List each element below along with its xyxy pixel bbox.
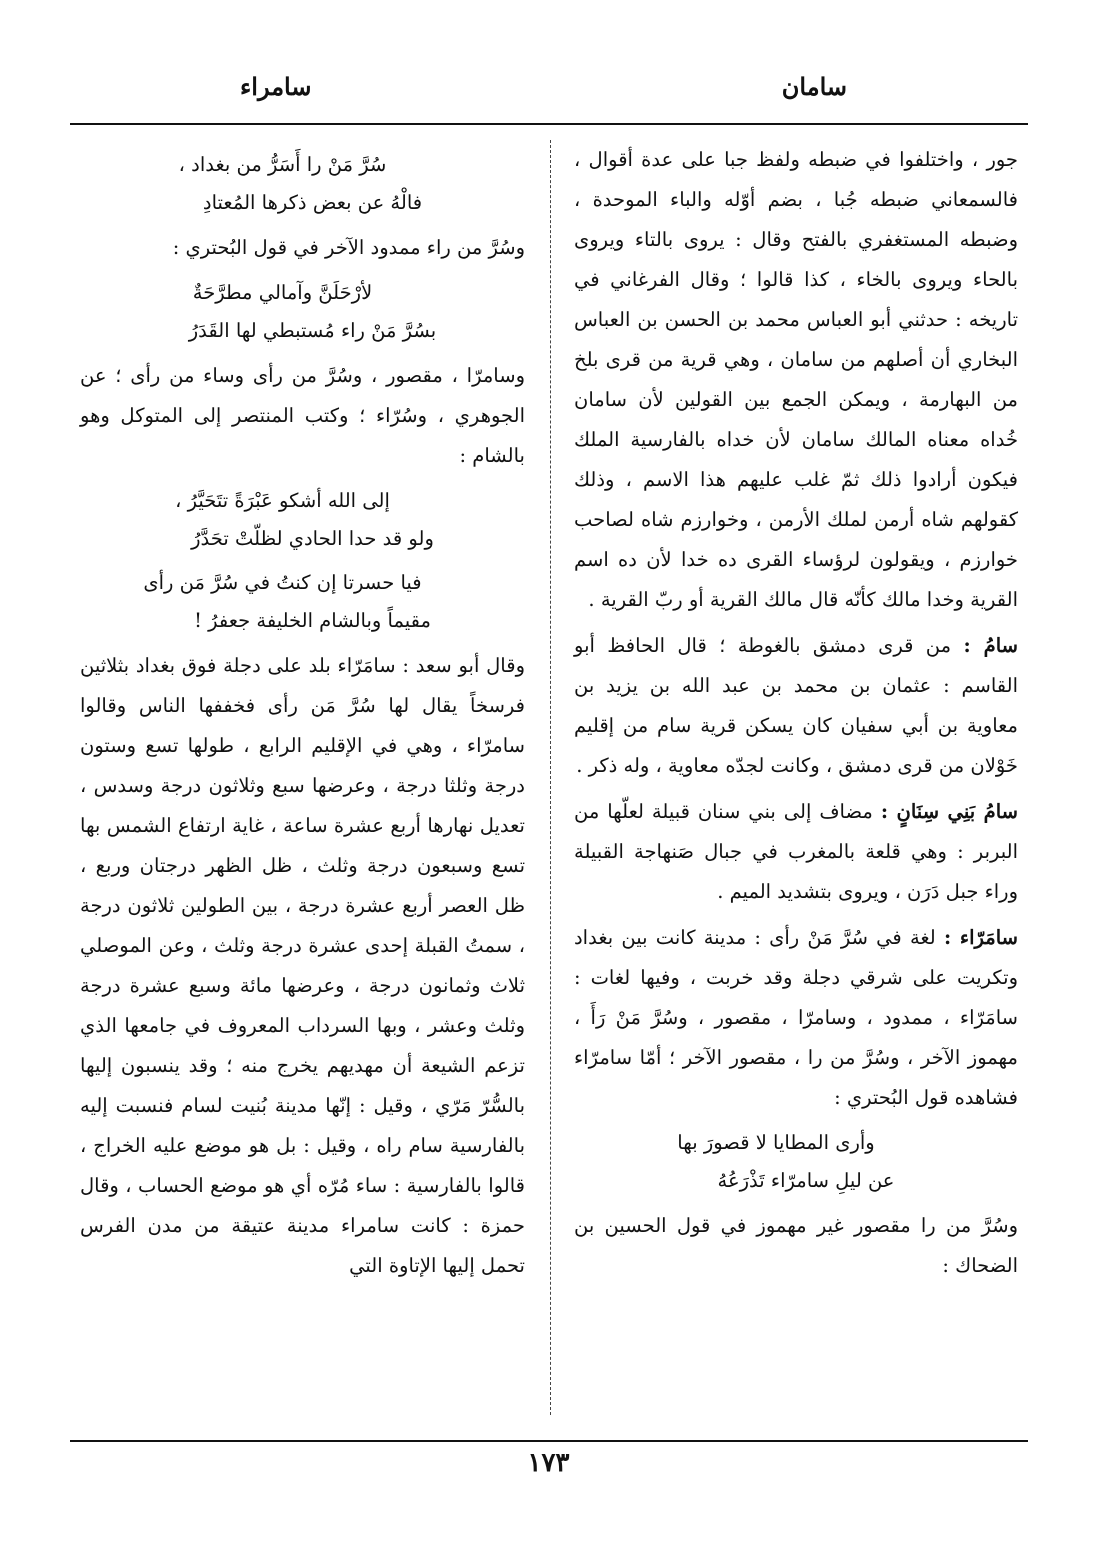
verse-muntasir-2 — [80, 564, 525, 640]
verse-muntasir-1 — [80, 482, 525, 558]
footer-rule — [70, 1440, 1028, 1442]
paragraph-husayn-intro: وسُرَّ من را مقصور غير مهموز في قول الحسين بن الضحاك : — [574, 1214, 1018, 1277]
verse-buhturi-2 — [80, 274, 525, 350]
paragraph-jawhari: وسامرّا ، مقصور ، وسُرَّ من رأى وساء من رأى ؛ عن الجوهري ، وسُرّاء ؛ وكتب المنتصر إلى المتوكل وهو بالشام : — [80, 364, 525, 467]
verse-line: مقيماً وبالشام الخليفة جعفرُ ! — [194, 609, 431, 632]
verse-line: إلى الله أشكو عَبْرَةً تتَحَيَّرُ ، — [175, 489, 390, 512]
column-divider — [550, 140, 551, 1415]
verse-buhturi-1 — [574, 1124, 1018, 1200]
headword-samarra: سامَرّاء : — [943, 926, 1019, 949]
entry-samarra — [574, 918, 1018, 1118]
verse-line: فالْهُ عن بعض ذكرها المُعتادِ — [202, 191, 423, 214]
entry-sam-bani-sinan-text: مضاف إلى بني سنان قبيلة لعلّها من البربر : وهي قلعة بالمغرب في جبال صَنهاجة القبيلة وراء جبل دَرَن ، ويروى بتشديد الميم . — [574, 800, 1018, 903]
entry-samarra-text: لغة في سُرَّ مَنْ رأى : مدينة كانت بين بغداد وتكريت على شرقي دجلة وقد خربت ، وفيها لغات : سامَرّاء ، ممدود ، وسامرّا ، مقصور ، وسُرَّ مَنْ رَأَ ، مهموز الآخر ، وسُرَّ من را ، مقصور الآخر ؛ أمّا سامرّاء فشاهده قول البُحتري : — [574, 926, 1018, 1109]
entry-sam-bani-sinan — [574, 792, 1018, 912]
running-header-left: سامراء — [240, 72, 312, 101]
headword-sam-bani-sinan: سامُ بَنِي سِنَانٍ : — [880, 800, 1019, 823]
right-column — [574, 140, 1018, 1292]
running-header-right: سامان — [781, 72, 847, 101]
header-rule — [70, 123, 1028, 125]
paragraph-abu-saad: وقال أبو سعد : سامَرّاء بلد على دجلة فوق بغداد بثلاثين فرسخاً يقال لها سُرَّ مَن رأى فخففها الناس وقالوا سامرّاء ، وهي في الإقليم الرابع ، طولها تسع وستون درجة وثلثا درجة ، وعرضها سبع وثلاثون درجة وسدس ، تعديل نهارها أربع عشرة ساعة ، غاية ارتفاع الشمس بها تسع وسبعون درجة وثلث ، ظل الظهر درجتان وربع ، ظل العصر أربع عشرة درجة ، بين الطولين ثلاثون درجة ، سمتُ القبلة إحدى عشرة درجة وثلث ، وعن الموصلي ثلاث وثمانون درجة ، وعرضها مائة وسبع عشرة درجة وثلث وعشر ، وبها السرداب المعروف في جامعها الذي تزعم الشيعة أن مهديهم يخرج منه ؛ وقد ينسبون إليها بالسُّرّ مَرّي ، وقيل : إنّها مدينة بُنيت لسام فنسبت إليه بالفارسية سام راه ، وقيل : بل هو موضع عليه الخراج ، قالوا بالفارسية : ساء مُرّه أي هو موضع الحساب ، وقال حمزة : كانت سامراء مدينة عتيقة من مدن الفرس تحمل إليها الإتاوة التي — [80, 654, 525, 1277]
verse-line: عن ليلِ سامرّاء تَذْرَعُهُ — [717, 1169, 895, 1192]
verse-line: ولو قد حدا الحادي لظلّتْ تحَدَّرُ — [191, 527, 434, 550]
paragraph-saman-continued: جور ، واختلفوا في ضبطه ولفظ جبا على عدة أقوال ، فالسمعاني ضبطه جُبا ، بضم أوّله والباء الموحدة ، وضبطه المستغفري بالفتح وقال : يروى بالتاء ويروى بالحاء ويروى بالخاء ، كذا قالوا ؛ وقال الفرغاني في تاريخه : حدثني أبو العباس محمد بن الحسن بن العباس البخاري أن أصلهم من سامان ، وهي قرية من قرى بلخ من البهارمة ، ويمكن الجمع بين القولين لأن سامان خُداه معناه المالك سامان لأن خداه بالفارسية الملك فيكون أرادوا ذلك ثمّ غلب عليهم هذا الاسم ، وذلك كقولهم شاه أرمن لملك الأرمن ، وخوارزم شاه لصاحب خوارزم ، ويقولون لرؤساء القرى ده خدا لأن ده اسم القرية وخدا مالك كأنّه قال مالك القرية أو ربّ القرية . — [574, 148, 1018, 611]
entry-sam — [574, 626, 1018, 786]
page-number: ١٧٣ — [527, 1448, 570, 1478]
headword-sam: سامُ : — [963, 634, 1019, 657]
entry-sam-text: من قرى دمشق بالغوطة ؛ قال الحافظ أبو القاسم : عثمان بن محمد بن عبد الله بن يزيد بن معاوية بن أبي سفيان كان يسكن قرية سام من إقليم خَوْلان من قرى دمشق ، وكانت لجدّه معاوية ، وله ذكر . — [574, 634, 1018, 777]
left-column — [80, 140, 525, 1292]
verse-line: سُرَّ مَنْ را أَسَرُّ من بغداد ، — [178, 153, 387, 176]
verse-line: وأرى المطايا لا قصورَ بها — [677, 1131, 875, 1154]
verse-line: لأرْحَلَنَّ وآمالي مطرَّحَةٌ — [192, 281, 373, 304]
verse-husayn — [80, 146, 525, 222]
paragraph-buhturi-intro: وسُرَّ من راء ممدود الآخر في قول البُحتري : — [172, 236, 525, 259]
verse-line: بسُرَّ مَنْ راء مُستبطي لها القَدَرُ — [188, 319, 437, 342]
verse-line: فيا حسرتا إن كنتُ في سُرَّ مَن رأى — [143, 571, 422, 594]
